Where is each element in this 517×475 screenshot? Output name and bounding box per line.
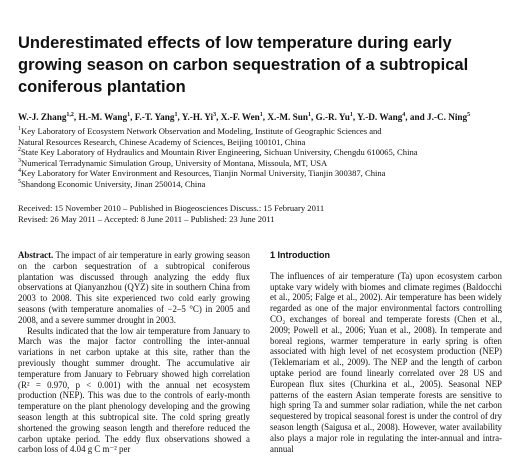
author-8: Y.-D. Wang$^4$, and [357, 112, 428, 122]
author-5: X.-F. Wen$^1$, [220, 112, 268, 122]
author-list [18, 111, 508, 123]
affiliation-line: $^1$Key Laboratory of Ecosystem Network Observation and Modeling, Institute of Geographic Sciences and [18, 126, 382, 136]
abstract-column [18, 250, 250, 455]
abstract-label: Abstract. [18, 250, 54, 260]
revised-line: Revised: 26 May 2011 – Accepted: 8 June 2011 – Published: 23 June 2011 [18, 213, 275, 224]
author-9: J.-C. Ning$^5$ [427, 112, 471, 122]
abstract-paragraph-1: Abstract. The impact of air temperature in early growing season on the carbon sequestration of a subtropical coniferous plantation was discussed through analyzing the eddy flux observations at Qianyanzhou (QYZ) site in southern China from 2003 to 2008. This site experienced two cold early growing seasons (with temperature anomalies of −2–5 °C) in 2005 and 2008, and a severe summer drought in 2003. [18, 250, 250, 325]
author-7: G.-R. Yu$^1$, [315, 112, 358, 122]
author-4: Y.-H. Yi$^3$, [181, 112, 221, 122]
introduction-paragraph: The influences of air temperature (Ta) upon ecosystem carbon uptake vary widely with biomes and climate regimes (Baldocchi et al., 2005; Falge et al., 2002). Air temperature has been widely regarded as one of the major environmental factors controlling CO₂ exchanges of boreal and temperate forests (Chen et al., 2009; Powell et al., 2006; Yuan et al., 2008). In temperate and boreal regions, warmer temperature in early spring is often associated with high level of net ecosystem production (NEP) (Teklemariam et al., 2009). The NEP and the length of carbon uptake period are found linearly correlated over 28 US and European flux sites (Churkina et al., 2005). Seasonal NEP patterns of the eastern Asian temperate forests are sensitive to high spring Ta and summer solar radiation, while the net carbon sequestered by tropical seasonal forest is under the control of dry season length (Saigusa et al., 2008). However, water availability also plays a major role in regulating the inter-annual and intra-annual [270, 270, 502, 454]
paper-page [18, 0, 508, 475]
author-6: X.-M. Sun$^1$, [267, 112, 316, 122]
author-3: F.-T. Yang$^1$, [134, 112, 182, 122]
affiliation-line: Natural Resources Research, Chinese Academy of Sciences, Beijing 100101, China [18, 136, 306, 147]
affiliation-line: $^4$Key Laboratory for Water Environment and Resources, Tianjin Normal University, Tianjin 300387, China [18, 168, 386, 179]
affiliations [18, 126, 508, 190]
section-heading: 1 Introduction [270, 250, 330, 260]
affiliation-line: $^5$Shandong Economic University, Jinan 250014, China [18, 178, 206, 189]
affiliation-line: $^3$Numerical Terradynamic Simulation Group, University of Montana, Missoula, MT, USA [18, 157, 328, 168]
abstract-paragraph-2: Results indicated that the low air temperature from January to March was the major factor controlling the inter-annual variations in net carbon uptake at this site, rather than the previously thought summer drought. The accumulative air temperature from January to February showed high correlation (R² = 0.970, p < 0.001) with the annual net ecosystem production (NEP). This was due to the controls of early-month temperature on the plant phenology developing and the growing season length at this subtropical site. The cold spring greatly shortened the growing season length and therefore reduced the carbon uptake period. The eddy flux observations showed a carbon loss of 4.04 g C m⁻² per [18, 325, 250, 455]
paper-title: Underestimated effects of low temperature during early growing season on carbon sequestration of a subtropical coniferous plantation [18, 34, 469, 96]
introduction-column [270, 250, 502, 454]
affiliation-line: $^2$State Key Laboratory of Hydraulics and Mountain River Engineering, Sichuan University, Chengdu 610065, China [18, 147, 418, 158]
publication-dates [18, 203, 508, 224]
received-line: Received: 15 November 2010 – Published in Biogeosciences Discuss.: 15 February 2011 [18, 203, 325, 213]
author-1: W.-J. Zhang$^{1,2}$, [18, 112, 79, 122]
author-2: H.-M. Wang$^1$, [78, 112, 135, 122]
